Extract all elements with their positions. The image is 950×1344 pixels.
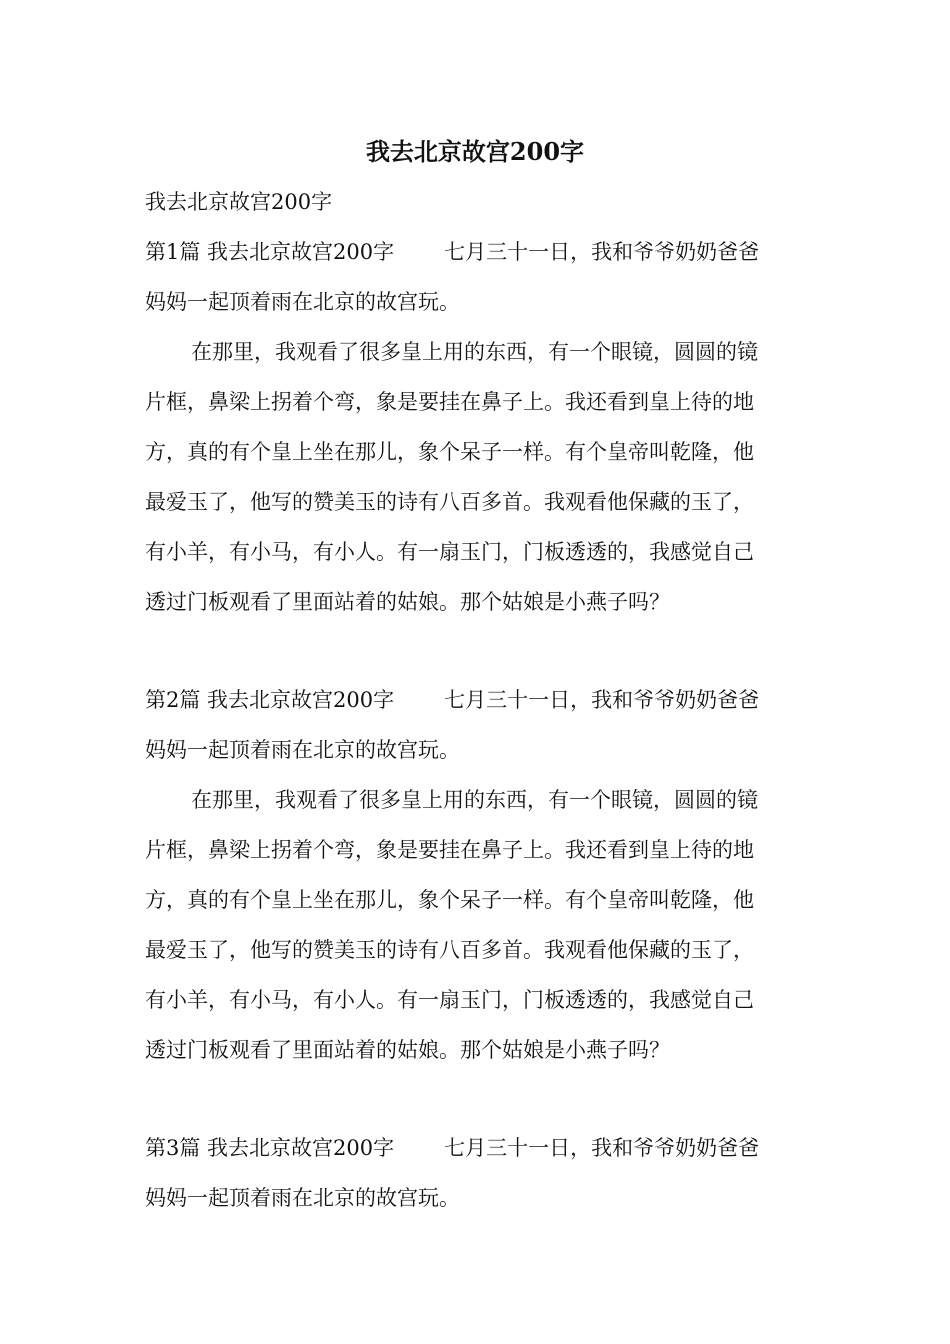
article-body-line: 透过门板观看了里面站着的姑娘。那个姑娘是小燕子吗？: [145, 590, 670, 614]
article-body-line: 方，真的有个皇上坐在那儿，象个呆子一样。有个皇帝叫乾隆，他: [145, 440, 754, 464]
article-intro-second: 妈妈一起顶着雨在北京的故宫玩。: [145, 1186, 460, 1210]
article-2: [145, 680, 807, 1080]
article-body-line: 有小羊，有小马，有小人。有一扇玉门，门板透透的，我感觉自己: [145, 988, 754, 1012]
article-body-line: 片框，鼻梁上拐着个弯，象是要挂在鼻子上。我还看到皇上待的地: [145, 390, 754, 414]
article-heading: 第2篇 我去北京故宫200字: [145, 688, 395, 712]
article-intro-first: 七月三十一日，我和爷爷奶奶爸爸: [444, 688, 760, 712]
article-body-line: 在那里，我观看了很多皇上用的东西，有一个眼镜，圆圆的镜: [191, 340, 758, 364]
article-intro-first: 七月三十一日，我和爷爷奶奶爸爸: [444, 240, 760, 264]
article-3: [145, 1128, 807, 1228]
article-body-line: 最爱玉了，他写的赞美玉的诗有八百多首。我观看他保藏的玉了，: [145, 490, 754, 514]
page-title: 我去北京故宫200字: [365, 137, 585, 166]
article-intro-second: 妈妈一起顶着雨在北京的故宫玩。: [145, 290, 460, 314]
article-intro-second: 妈妈一起顶着雨在北京的故宫玩。: [145, 738, 460, 762]
article-body-line: 方，真的有个皇上坐在那儿，象个呆子一样。有个皇帝叫乾隆，他: [145, 888, 754, 912]
article-heading: 第3篇 我去北京故宫200字: [145, 1136, 395, 1160]
article-1: [145, 232, 807, 632]
article-heading-line: [145, 1128, 807, 1178]
article-body-line: 有小羊，有小马，有小人。有一扇玉门，门板透透的，我感觉自己: [145, 540, 754, 564]
article-body-line: 最爱玉了，他写的赞美玉的诗有八百多首。我观看他保藏的玉了，: [145, 938, 754, 962]
article-heading: 第1篇 我去北京故宫200字: [145, 240, 395, 264]
article-heading-line: [145, 680, 807, 730]
page-subtitle: 我去北京故宫200字: [145, 190, 333, 214]
article-heading-line: [145, 232, 807, 282]
article-body-line: 透过门板观看了里面站着的姑娘。那个姑娘是小燕子吗？: [145, 1038, 670, 1062]
article-body-line: 在那里，我观看了很多皇上用的东西，有一个眼镜，圆圆的镜: [191, 788, 758, 812]
article-body-line: 片框，鼻梁上拐着个弯，象是要挂在鼻子上。我还看到皇上待的地: [145, 838, 754, 862]
article-intro-first: 七月三十一日，我和爷爷奶奶爸爸: [444, 1136, 760, 1160]
